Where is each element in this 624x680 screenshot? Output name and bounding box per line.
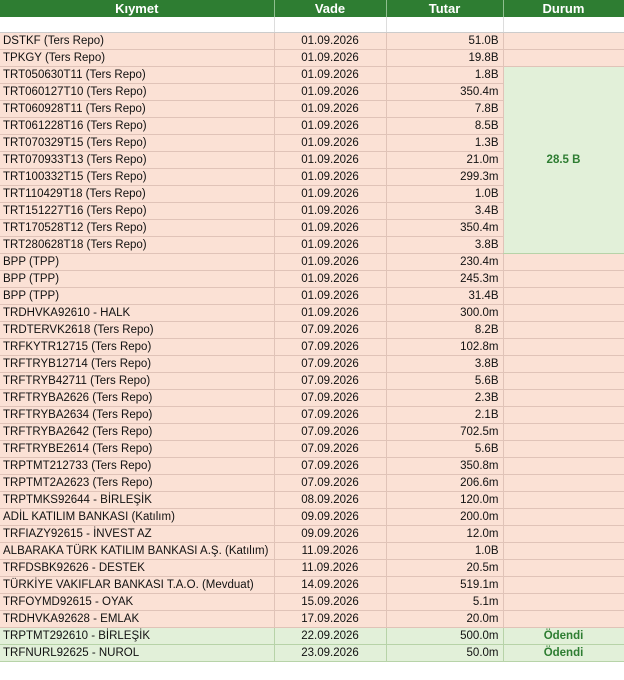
blank-row: [0, 17, 624, 33]
durum-cell[interactable]: [503, 322, 624, 339]
vade-cell[interactable]: 09.09.2026: [274, 509, 386, 526]
header-vade[interactable]: Vade: [274, 0, 386, 17]
tutar-cell[interactable]: 5.1m: [386, 594, 503, 611]
table-cell[interactable]: [274, 17, 386, 33]
tutar-cell[interactable]: 206.6m: [386, 475, 503, 492]
kiymet-cell[interactable]: TRDHVKA92628 - EMLAK: [0, 611, 274, 628]
table-row: [0, 611, 624, 628]
kiymet-cell[interactable]: TRT110429T18 (Ters Repo): [0, 186, 274, 203]
table-cell[interactable]: [503, 17, 624, 33]
tutar-cell[interactable]: 1.8B: [386, 67, 503, 84]
durum-cell[interactable]: [503, 509, 624, 526]
kiymet-cell[interactable]: TRPTMT292610 - BİRLEŞİK: [0, 628, 274, 645]
table-row: [0, 305, 624, 322]
kiymet-cell[interactable]: TÜRKİYE VAKIFLAR BANKASI T.A.O. (Mevduat): [0, 577, 274, 594]
kiymet-cell[interactable]: TRFTRYBA2626 (Ters Repo): [0, 390, 274, 407]
table-row: [0, 645, 624, 662]
durum-cell[interactable]: [503, 475, 624, 492]
kiymet-cell[interactable]: TRFOYMD92615 - OYAK: [0, 594, 274, 611]
durum-cell[interactable]: [503, 526, 624, 543]
kiymet-cell[interactable]: TRFTRYBA2634 (Ters Repo): [0, 407, 274, 424]
tutar-cell[interactable]: 20.0m: [386, 611, 503, 628]
durum-cell[interactable]: [503, 458, 624, 475]
kiymet-cell[interactable]: TRPTMKS92644 - BİRLEŞİK: [0, 492, 274, 509]
table-cell[interactable]: [0, 17, 274, 33]
kiymet-cell[interactable]: TRT050630T11 (Ters Repo): [0, 67, 274, 84]
table-cell[interactable]: [386, 17, 503, 33]
table-row: [0, 373, 624, 390]
table-row: [0, 33, 624, 50]
kiymet-cell[interactable]: TRT100332T15 (Ters Repo): [0, 169, 274, 186]
kiymet-cell[interactable]: TRT070329T15 (Ters Repo): [0, 135, 274, 152]
tutar-cell[interactable]: 102.8m: [386, 339, 503, 356]
table-row: [0, 577, 624, 594]
vade-cell[interactable]: 01.09.2026: [274, 237, 386, 254]
kiymet-cell[interactable]: TRFIAZY92615 - İNVEST AZ: [0, 526, 274, 543]
kiymet-cell[interactable]: ADİL KATILIM BANKASI (Katılım): [0, 509, 274, 526]
tutar-cell[interactable]: 3.4B: [386, 203, 503, 220]
table-row: [0, 339, 624, 356]
vade-cell[interactable]: 07.09.2026: [274, 458, 386, 475]
tutar-cell[interactable]: 230.4m: [386, 254, 503, 271]
durum-cell[interactable]: Ödendi: [503, 645, 624, 662]
vade-cell[interactable]: 11.09.2026: [274, 560, 386, 577]
vade-cell[interactable]: 01.09.2026: [274, 84, 386, 101]
vade-cell[interactable]: 01.09.2026: [274, 271, 386, 288]
tutar-cell[interactable]: 8.5B: [386, 118, 503, 135]
vade-cell[interactable]: 01.09.2026: [274, 101, 386, 118]
vade-cell[interactable]: 07.09.2026: [274, 373, 386, 390]
tutar-cell[interactable]: 20.5m: [386, 560, 503, 577]
table-row: [0, 475, 624, 492]
tutar-cell[interactable]: 2.3B: [386, 390, 503, 407]
kiymet-cell[interactable]: BPP (TPP): [0, 254, 274, 271]
table-row: [0, 356, 624, 373]
table-row: [0, 441, 624, 458]
durum-cell[interactable]: [503, 492, 624, 509]
table-row: [0, 407, 624, 424]
durum-cell[interactable]: Ödendi: [503, 628, 624, 645]
kiymet-cell[interactable]: TRT060928T11 (Ters Repo): [0, 101, 274, 118]
kiymet-cell[interactable]: TRFKYTR12715 (Ters Repo): [0, 339, 274, 356]
kiymet-cell[interactable]: ALBARAKA TÜRK KATILIM BANKASI A.Ş. (Katılım): [0, 543, 274, 560]
table-row: [0, 458, 624, 475]
durum-cell[interactable]: [503, 305, 624, 322]
table-row: [0, 594, 624, 611]
durum-cell[interactable]: [503, 254, 624, 271]
kiymet-cell[interactable]: TRDHVKA92610 - HALK: [0, 305, 274, 322]
tutar-cell[interactable]: 1.0B: [386, 543, 503, 560]
vade-cell[interactable]: 07.09.2026: [274, 475, 386, 492]
kiymet-cell[interactable]: TRT060127T10 (Ters Repo): [0, 84, 274, 101]
kiymet-cell[interactable]: TRT070933T13 (Ters Repo): [0, 152, 274, 169]
vade-cell[interactable]: 07.09.2026: [274, 424, 386, 441]
durum-cell[interactable]: [503, 441, 624, 458]
vade-cell[interactable]: 01.09.2026: [274, 67, 386, 84]
vade-cell[interactable]: 07.09.2026: [274, 390, 386, 407]
vade-cell[interactable]: 01.09.2026: [274, 203, 386, 220]
kiymet-cell[interactable]: TRT280628T18 (Ters Repo): [0, 237, 274, 254]
table-row: [0, 288, 624, 305]
vade-cell[interactable]: 01.09.2026: [274, 33, 386, 50]
kiymet-cell[interactable]: TRPTMT212733 (Ters Repo): [0, 458, 274, 475]
kiymet-cell[interactable]: DSTKF (Ters Repo): [0, 33, 274, 50]
durum-cell[interactable]: [503, 288, 624, 305]
table-row: [0, 492, 624, 509]
durum-cell[interactable]: [503, 339, 624, 356]
vade-cell[interactable]: 07.09.2026: [274, 339, 386, 356]
kiymet-cell[interactable]: BPP (TPP): [0, 288, 274, 305]
tutar-cell[interactable]: 200.0m: [386, 509, 503, 526]
durum-cell[interactable]: [503, 424, 624, 441]
kiymet-cell[interactable]: TRFNURL92625 - NUROL: [0, 645, 274, 662]
vade-cell[interactable]: 17.09.2026: [274, 611, 386, 628]
tutar-cell[interactable]: 51.0B: [386, 33, 503, 50]
tutar-cell[interactable]: 12.0m: [386, 526, 503, 543]
tutar-cell[interactable]: 350.4m: [386, 84, 503, 101]
durum-cell[interactable]: [503, 560, 624, 577]
tutar-cell[interactable]: 5.6B: [386, 373, 503, 390]
vade-cell[interactable]: 15.09.2026: [274, 594, 386, 611]
kiymet-cell[interactable]: BPP (TPP): [0, 271, 274, 288]
kiymet-cell[interactable]: TRDTERVK2618 (Ters Repo): [0, 322, 274, 339]
vade-cell[interactable]: 01.09.2026: [274, 305, 386, 322]
tutar-cell[interactable]: 2.1B: [386, 407, 503, 424]
kiymet-cell[interactable]: TRT151227T16 (Ters Repo): [0, 203, 274, 220]
tutar-cell[interactable]: 5.6B: [386, 441, 503, 458]
tutar-cell[interactable]: 350.8m: [386, 458, 503, 475]
kiymet-cell[interactable]: TPKGY (Ters Repo): [0, 50, 274, 67]
tutar-cell[interactable]: 519.1m: [386, 577, 503, 594]
kiymet-cell[interactable]: TRFDSBK92626 - DESTEK: [0, 560, 274, 577]
tutar-cell[interactable]: 350.4m: [386, 220, 503, 237]
vade-cell[interactable]: 01.09.2026: [274, 169, 386, 186]
tutar-cell[interactable]: 299.3m: [386, 169, 503, 186]
header-row: [0, 0, 624, 17]
vade-cell[interactable]: 11.09.2026: [274, 543, 386, 560]
table-row: [0, 543, 624, 560]
vade-cell[interactable]: 09.09.2026: [274, 526, 386, 543]
tutar-cell[interactable]: 702.5m: [386, 424, 503, 441]
durum-cell[interactable]: [503, 577, 624, 594]
vade-cell[interactable]: 01.09.2026: [274, 135, 386, 152]
table-row: [0, 271, 624, 288]
tutar-cell[interactable]: 3.8B: [386, 356, 503, 373]
tutar-cell[interactable]: 21.0m: [386, 152, 503, 169]
kiymet-cell[interactable]: TRFTRYBA2642 (Ters Repo): [0, 424, 274, 441]
vade-cell[interactable]: 01.09.2026: [274, 220, 386, 237]
kiymet-cell[interactable]: TRFTRYB12714 (Ters Repo): [0, 356, 274, 373]
table-row: [0, 50, 624, 67]
kiymet-cell[interactable]: TRPTMT2A2623 (Ters Repo): [0, 475, 274, 492]
tutar-cell[interactable]: 120.0m: [386, 492, 503, 509]
tutar-cell[interactable]: 8.2B: [386, 322, 503, 339]
header-durum[interactable]: Durum: [503, 0, 624, 17]
vade-cell[interactable]: 07.09.2026: [274, 322, 386, 339]
vade-cell[interactable]: 01.09.2026: [274, 288, 386, 305]
vade-cell[interactable]: 01.09.2026: [274, 254, 386, 271]
durum-cell[interactable]: [503, 373, 624, 390]
table-row: [0, 390, 624, 407]
durum-cell[interactable]: [503, 271, 624, 288]
durum-cell[interactable]: [503, 594, 624, 611]
durum-cell[interactable]: [503, 543, 624, 560]
durum-cell[interactable]: [503, 611, 624, 628]
vade-cell[interactable]: 07.09.2026: [274, 356, 386, 373]
tutar-cell[interactable]: 245.3m: [386, 271, 503, 288]
durum-merged-cell[interactable]: 28.5 B: [503, 67, 624, 254]
tutar-cell[interactable]: 7.8B: [386, 101, 503, 118]
vade-cell[interactable]: 07.09.2026: [274, 407, 386, 424]
vade-cell[interactable]: 22.09.2026: [274, 628, 386, 645]
vade-cell[interactable]: 14.09.2026: [274, 577, 386, 594]
table-row: [0, 424, 624, 441]
header-kiymet[interactable]: Kıymet: [0, 0, 274, 17]
durum-cell[interactable]: [503, 356, 624, 373]
kiymet-cell[interactable]: TRT061228T16 (Ters Repo): [0, 118, 274, 135]
table-row: [0, 526, 624, 543]
tutar-cell[interactable]: 31.4B: [386, 288, 503, 305]
tutar-cell[interactable]: 19.8B: [386, 50, 503, 67]
tutar-cell[interactable]: 1.0B: [386, 186, 503, 203]
vade-cell[interactable]: 01.09.2026: [274, 118, 386, 135]
table-row: [0, 67, 624, 84]
kiymet-cell[interactable]: TRFTRYB42711 (Ters Repo): [0, 373, 274, 390]
table-row: [0, 628, 624, 645]
table-row: [0, 509, 624, 526]
table-row: [0, 560, 624, 577]
vade-cell[interactable]: 07.09.2026: [274, 441, 386, 458]
tutar-cell[interactable]: 50.0m: [386, 645, 503, 662]
header-tutar[interactable]: Tutar: [386, 0, 503, 17]
vade-cell[interactable]: 08.09.2026: [274, 492, 386, 509]
vade-cell[interactable]: 23.09.2026: [274, 645, 386, 662]
vade-cell[interactable]: 01.09.2026: [274, 186, 386, 203]
tutar-cell[interactable]: 500.0m: [386, 628, 503, 645]
vade-cell[interactable]: 01.09.2026: [274, 50, 386, 67]
kiymet-cell[interactable]: TRFTRYBE2614 (Ters Repo): [0, 441, 274, 458]
durum-cell[interactable]: [503, 407, 624, 424]
table-row: [0, 322, 624, 339]
durum-cell[interactable]: [503, 390, 624, 407]
vade-cell[interactable]: 01.09.2026: [274, 152, 386, 169]
tutar-cell[interactable]: 300.0m: [386, 305, 503, 322]
tutar-cell[interactable]: 3.8B: [386, 237, 503, 254]
durum-cell[interactable]: [503, 33, 624, 50]
durum-cell[interactable]: [503, 50, 624, 67]
kiymet-cell[interactable]: TRT170528T12 (Ters Repo): [0, 220, 274, 237]
tutar-cell[interactable]: 1.3B: [386, 135, 503, 152]
table-row: [0, 254, 624, 271]
